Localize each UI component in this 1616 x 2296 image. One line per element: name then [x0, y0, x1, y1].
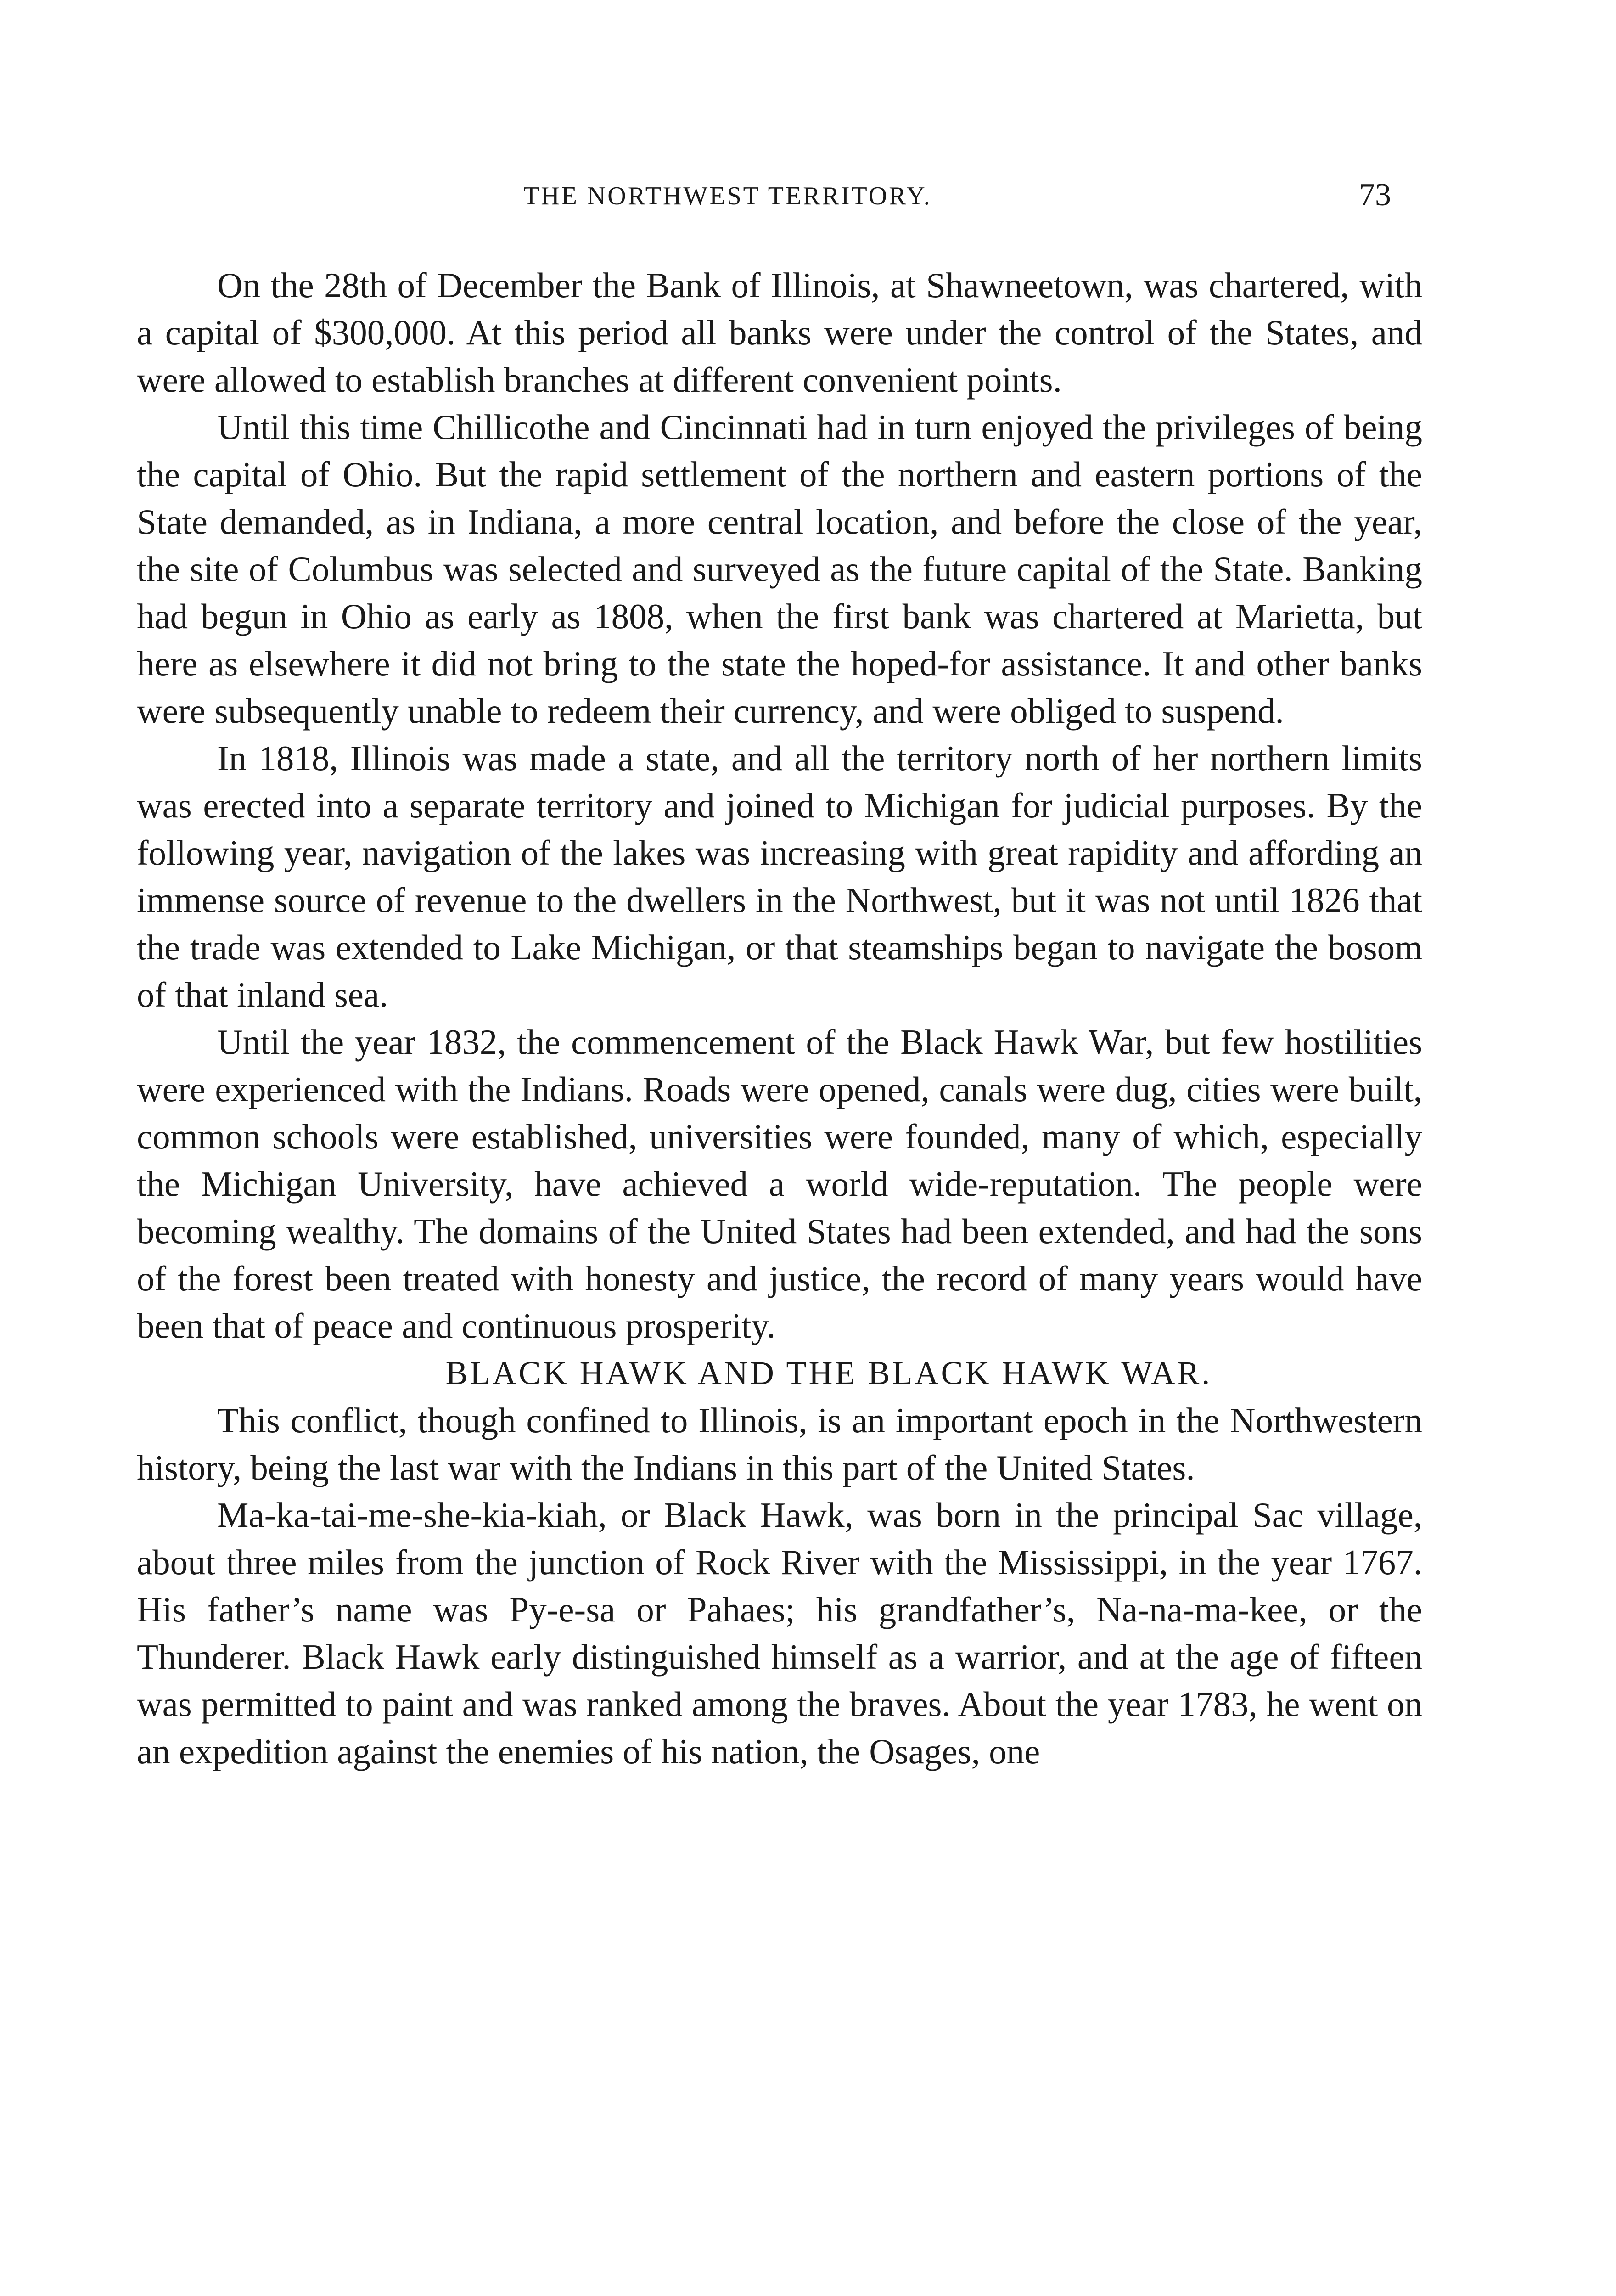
paragraph-illinois-statehood: In 1818, Illinois was made a state, and all the territory north of her northern limits was erected into a separate territory and joined to Michigan for judicial purposes. By the following year, navigation of the lakes was increasing with great rapidity and affording an immense source of revenue to the dwellers in the Northwest, but it was not until 1826 that the trade was extended to Lake Michigan, or that steamships began to navigate the bosom of that inland sea. — [137, 738, 1422, 1014]
paragraph-black-hawk-bio: Ma-ka-tai-me-she-kia-kiah, or Black Hawk, was born in the principal Sac village, about three miles from the junction of Rock River with the Mississippi, in the year 1767. His father’s name was Py-e-sa or Pahaes; his grandfather’s, Na-na-ma-kee, or the Thunderer. Black Hawk early distinguished himself as a warrior, and at the age of fifteen was permitted to paint and was ranked among the braves. About the year 1783, he went on an expedition against the enemies of his nation, the Osages, one — [137, 1495, 1422, 1771]
body-text — [137, 262, 1422, 1775]
paragraph-bank-of-illinois: On the 28th of December the Bank of Illinois, at Shawneetown, was chartered, with a capital of $300,000. At this period all banks were under the control of the States, and were allowed to establish branches at different convenient points. — [137, 265, 1422, 400]
paragraph-conflict-intro: This conflict, though confined to Illinois, is an important epoch in the Northwestern history, being the last war with the Indians in this part of the United States. — [137, 1401, 1422, 1487]
section-heading: BLACK HAWK AND THE BLACK HAWK WAR. — [445, 1355, 1212, 1391]
paragraph-prosperity: Until the year 1832, the commencement of the Black Hawk War, but few hostilities were experienced with the Indians. Roads were opened, canals were dug, cities were built, common schools were established, universities were founded, many of which, especially the Michigan University, have achieved a world wide-reputation. The people were becoming wealthy. The domains of the United States had been extended, and had the sons of the forest been treated with honesty and justice, the record of many years would have been that of peace and continuous prosperity. — [137, 1022, 1422, 1345]
page-number: 73 — [1359, 177, 1391, 213]
running-head: THE NORTHWEST TERRITORY. — [523, 182, 932, 210]
paragraph-ohio-capital: Until this time Chillicothe and Cincinnati had in turn enjoyed the privileges of being the capital of Ohio. But the rapid settlement of the northern and eastern portions of the State demanded, as in Indiana, a more central location, and before the close of the year, the site of Columbus was selected and surveyed as the future capital of the State. Banking had begun in Ohio as early as 1808, when the first bank was chartered at Marietta, but here as elsewhere it did not bring to the state the hoped-for assistance. It and other banks were subsequently unable to redeem their currency, and were obliged to suspend. — [137, 407, 1422, 731]
